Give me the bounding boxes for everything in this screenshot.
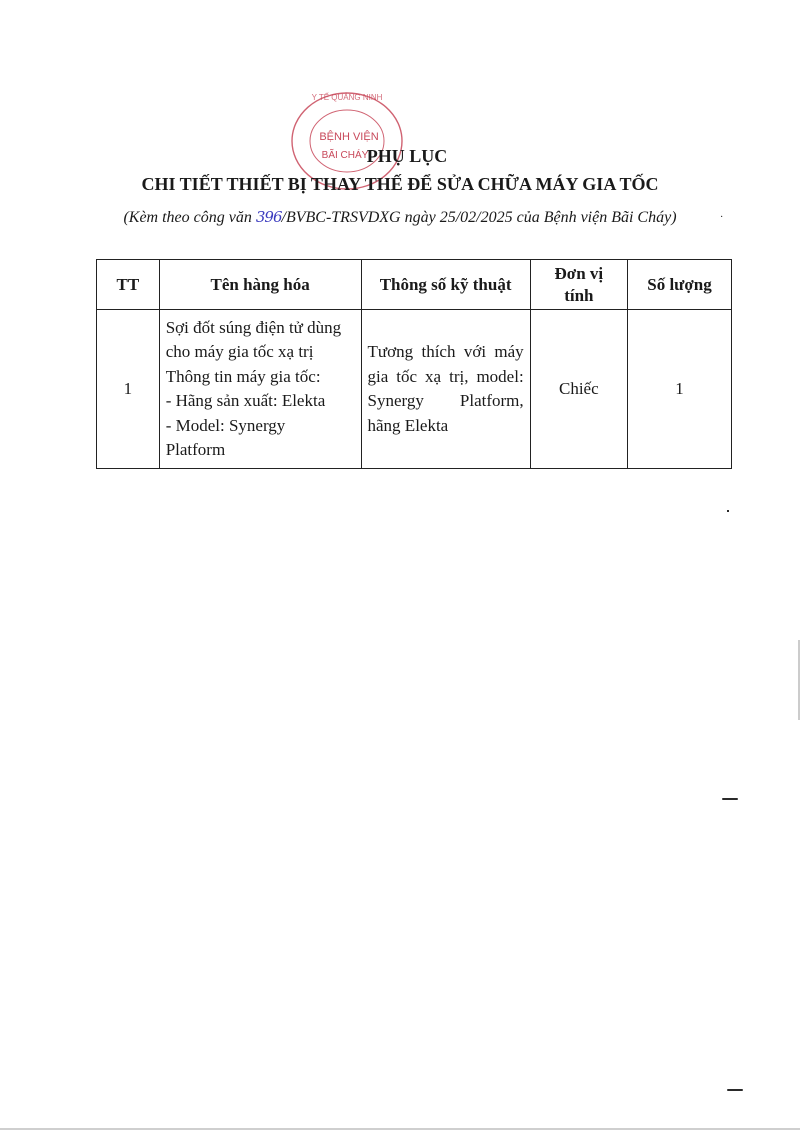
name-line: Thông tin máy gia tốc: [165,366,321,386]
appendix-subtitle: CHI TIẾT THIẾT BỊ THAY THẾ ĐỂ SỬA CHỮA MÁY GIA TỐC [141,174,659,194]
handwritten-doc-number: 396 [255,208,282,226]
spec-line: hãng Elekta [367,415,449,435]
spec-line: Tương thích với máy [367,342,524,361]
appendix-title: PHỤ LỤC [366,146,448,166]
reference-note-suffix: /BVBC-TRSVDXG ngày 25/02/2025 của Bệnh viện Bãi Cháy) [281,209,677,226]
cell-tt: 1 [97,310,160,469]
seal-line-1: BỆNH VIỆN [319,131,379,143]
seal-line-2: BÃI CHÁY [321,150,369,161]
name-line: Sợi đốt súng điện tử dùng [165,317,342,337]
header-spec: Thông số kỹ thuật [361,260,530,310]
name-line: Platform [165,440,226,459]
spec-line: gia tốc xạ trị, model: [367,366,524,386]
name-line: - Model: Synergy [165,415,286,435]
reference-note [0,208,800,227]
stray-mark: · [720,212,724,223]
table-header-row [97,260,732,310]
goods-table [96,259,732,469]
scan-speck [722,798,738,800]
scan-bottom-edge [0,1128,800,1130]
reference-note-prefix: (Kèm theo công văn [123,209,256,226]
spec-line: Synergy Platform, [367,391,524,410]
header-qty: Số lượng [628,260,732,310]
scan-speck [727,510,729,512]
name-line: - Hãng sản xuất: Elekta [165,391,326,410]
header-tt: TT [97,260,160,310]
seal-arc-text: Y TẾ QUẢNG NINH [311,93,383,102]
header-name: Tên hàng hóa [159,260,361,310]
name-line: cho máy gia tốc xạ trị [165,342,314,361]
header-unit-line-2: tính [564,285,594,305]
header-unit [530,260,627,310]
header-unit-line-1: Đơn vị [554,263,604,283]
cell-unit: Chiếc [530,310,627,469]
cell-qty: 1 [628,310,732,469]
cell-name [159,310,361,469]
scan-speck [727,1089,743,1091]
cell-spec [361,310,530,469]
table-row [97,310,732,469]
